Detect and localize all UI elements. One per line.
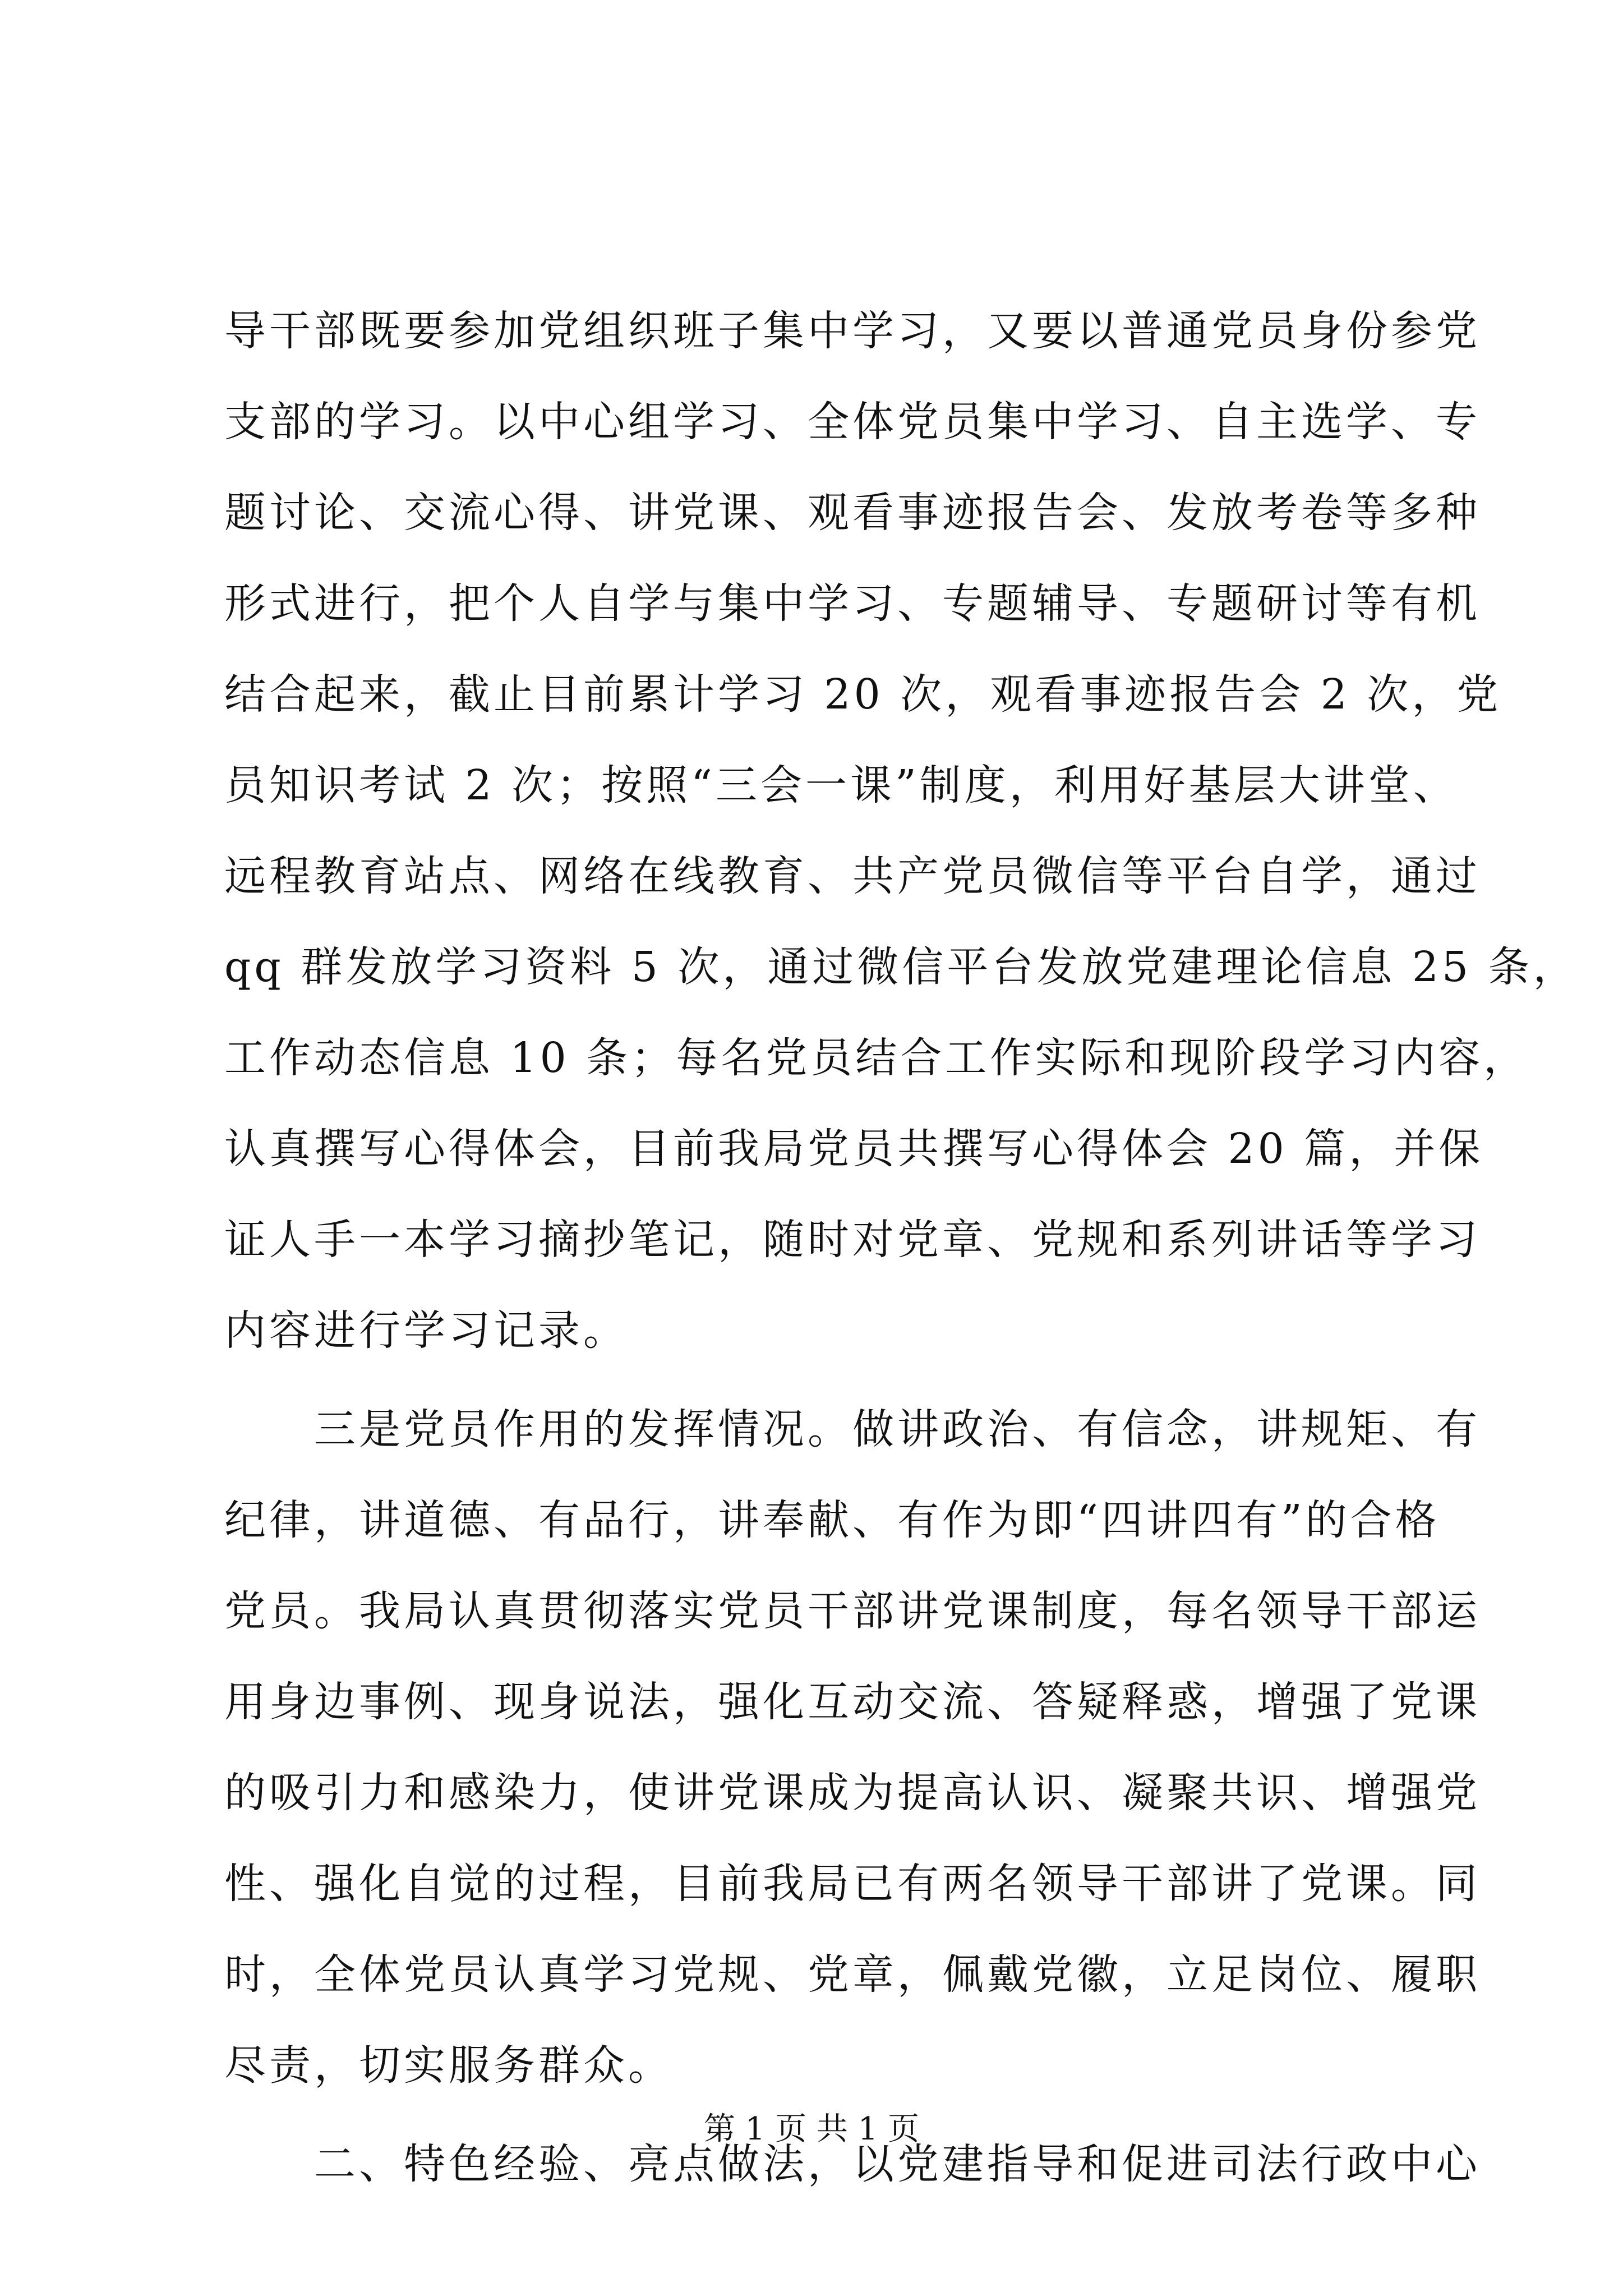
text-line: 题讨论、交流心得、讲党课、观看事迹报告会、发放考卷等多种 bbox=[224, 489, 1481, 537]
text-line: 工作动态信息 10 条；每名党员结合工作实际和现阶段学习内容， bbox=[224, 1034, 1529, 1082]
text-line: 党员。我局认真贯彻落实党员干部讲党课制度，每名领导干部运 bbox=[224, 1587, 1481, 1635]
document-body bbox=[224, 297, 1578, 2221]
text-line: 二、特色经验、亮点做法，以党建指导和促进司法行政中心 bbox=[224, 2140, 1481, 2188]
text-line: 结合起来，截止目前累计学习 20 次，观看事迹报告会 2 次，党 bbox=[224, 670, 1502, 719]
text-line: 性、强化自觉的过程，目前我局已有两名领导干部讲了党课。同 bbox=[224, 1860, 1481, 1908]
text-line: 内容进行学习记录。 bbox=[224, 1306, 628, 1355]
text-line: 员知识考试 2 次；按照“三会一课”制度，利用好基层大讲堂、 bbox=[224, 761, 1458, 809]
paragraph-2 bbox=[224, 1396, 1481, 2123]
text-line: 导干部既要参加党组织班子集中学习，又要以普通党员身份参党 bbox=[224, 307, 1481, 355]
text-line: 支部的学习。以中心组学习、全体党员集中学习、自主选学、专 bbox=[224, 398, 1481, 446]
text-line: 三是党员作用的发挥情况。做讲政治、有信念，讲规矩、有 bbox=[224, 1405, 1481, 1453]
page-footer: 第 1 页 共 1 页 bbox=[703, 2111, 920, 2147]
text-line: qq 群发放学习资料 5 次，通过微信平台发放党建理论信息 25 条， bbox=[224, 943, 1578, 991]
text-line: 尽责，切实服务群众。 bbox=[224, 2041, 673, 2090]
text-line: 用身边事例、现身说法，强化互动交流、答疑释惑，增强了党课 bbox=[224, 1678, 1481, 1726]
text-line: 纪律，讲道德、有品行，讲奉献、有作为即“四讲四有”的合格 bbox=[224, 1496, 1440, 1544]
paragraph-1 bbox=[224, 297, 1578, 1388]
text-line: 证人手一本学习摘抄笔记，随时对党章、党规和系列讲话等学习 bbox=[224, 1216, 1481, 1264]
text-line: 的吸引力和感染力，使讲党课成为提高认识、凝聚共识、增强党 bbox=[224, 1769, 1481, 1817]
text-line: 认真撰写心得体会，目前我局党员共撰写心得体会 20 篇，并保 bbox=[224, 1125, 1484, 1173]
text-line: 时，全体党员认真学习党规、党章，佩戴党徽，立足岗位、履职 bbox=[224, 1950, 1481, 1999]
text-line: 形式进行，把个人自学与集中学习、专题辅导、专题研讨等有机 bbox=[224, 579, 1481, 628]
text-line: 远程教育站点、网络在线教育、共产党员微信等平台自学，通过 bbox=[224, 852, 1481, 900]
